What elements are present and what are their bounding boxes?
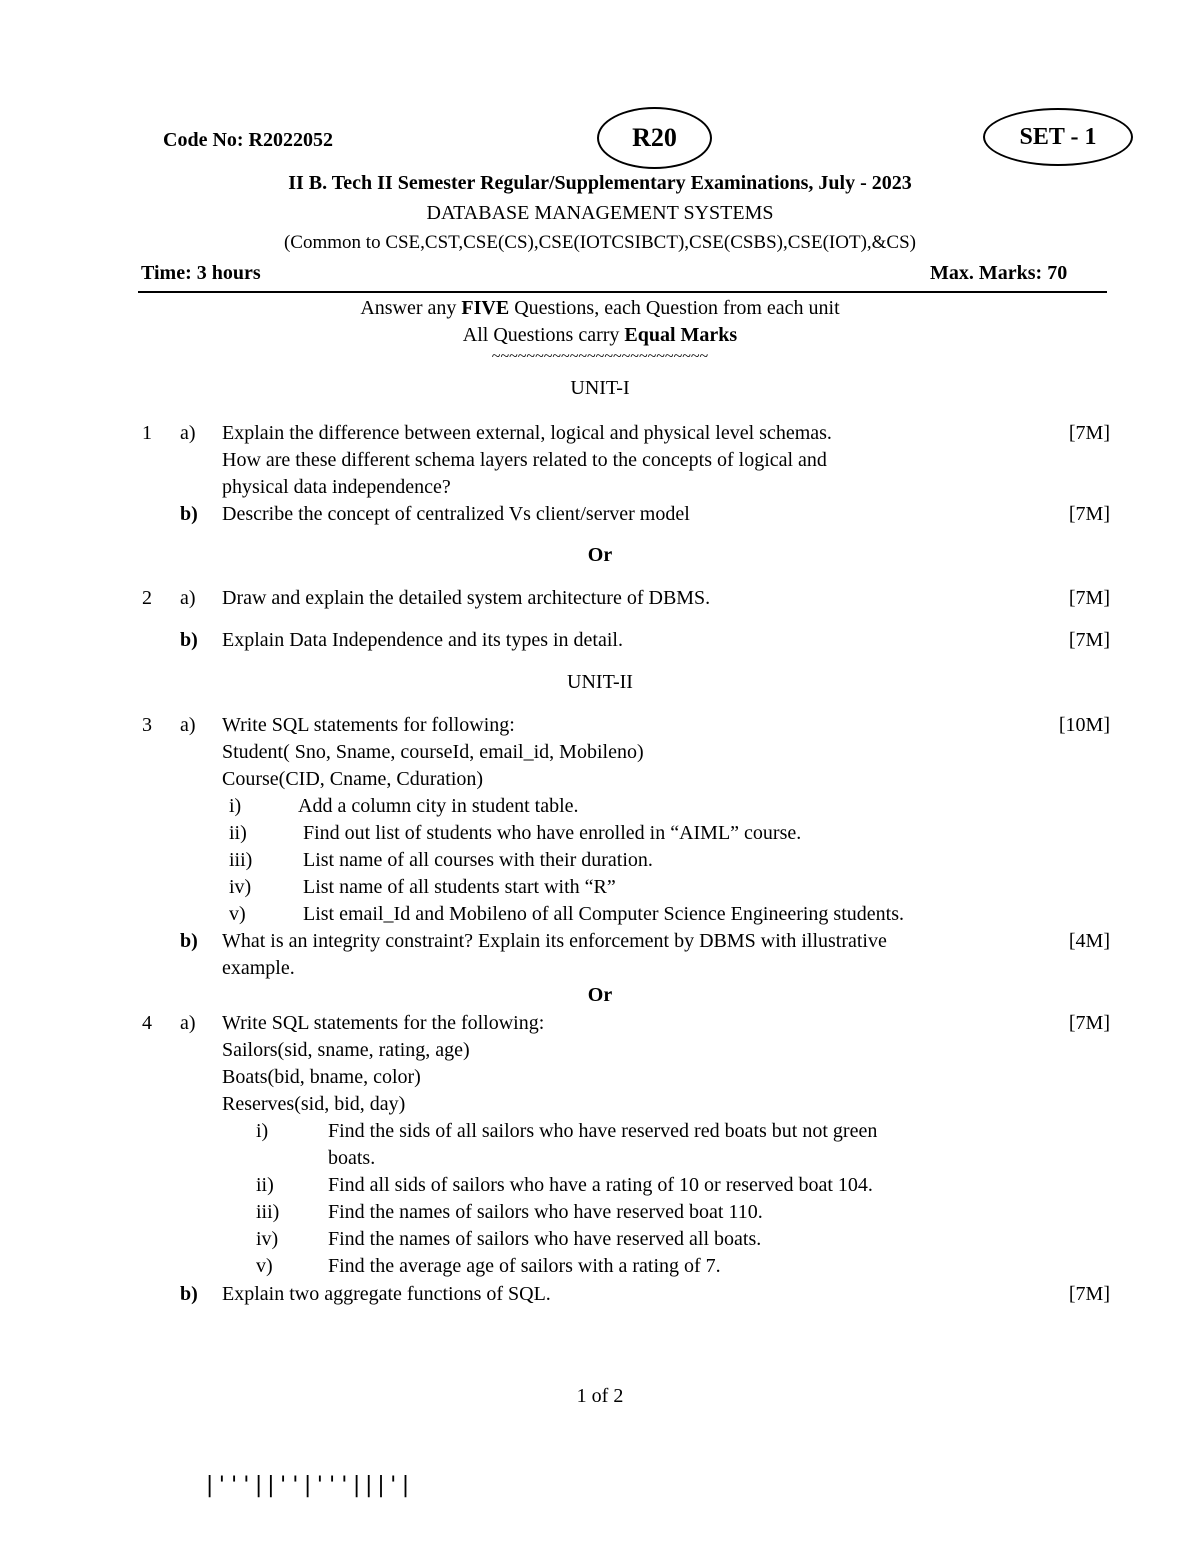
unit-heading: UNIT-I xyxy=(570,377,630,399)
sub-item-text: Add a column city in student table. xyxy=(298,795,579,817)
question-text: Explain two aggregate functions of SQL. xyxy=(222,1283,551,1305)
sub-item-text: Find out list of students who have enrolled in “AIML” course. xyxy=(303,822,802,844)
instruction-line-2 xyxy=(0,324,1200,347)
part-label: a) xyxy=(180,714,196,736)
sub-item-text: List email_Id and Mobileno of all Computer Science Engineering students. xyxy=(303,903,904,925)
sub-item-text: List name of all courses with their duration. xyxy=(303,849,653,871)
question-number: 3 xyxy=(142,714,152,736)
question-text: Describe the concept of centralized Vs client/server model xyxy=(222,503,690,525)
question-text: How are these different schema layers related to the concepts of logical and xyxy=(222,449,827,471)
instruction-text: Answer any xyxy=(360,297,462,319)
barcode: |'''||''|'''|||'| xyxy=(203,1473,412,1498)
marks: [7M] xyxy=(1068,1283,1110,1305)
sub-item-number: iii) xyxy=(229,849,253,871)
question-text: Student( Sno, Sname, courseId, email_id, Mobileno) xyxy=(222,741,644,763)
sub-item-number: v) xyxy=(256,1255,273,1277)
question-text: Explain the difference between external, logical and physical level schemas. xyxy=(222,422,832,444)
max-marks-label: Max. Marks: 70 xyxy=(930,262,1068,284)
sub-item-number: ii) xyxy=(256,1174,274,1196)
set-badge xyxy=(983,108,1133,166)
unit-heading: UNIT-II xyxy=(567,671,633,693)
sub-item-number: iv) xyxy=(256,1228,279,1250)
question-text: Boats(bid, bname, color) xyxy=(222,1066,421,1088)
sub-item-number: iii) xyxy=(256,1201,280,1223)
marks: [7M] xyxy=(1068,422,1110,444)
common-to: (Common to CSE,CST,CSE(CS),CSE(IOTCSIBCT),CSE(CSBS),CSE(IOT),&CS) xyxy=(283,232,916,253)
part-label: b) xyxy=(180,1283,198,1305)
sub-item-text: Find all sids of sailors who have a rating of 10 or reserved boat 104. xyxy=(328,1174,873,1196)
sub-item-text: Find the average age of sailors with a rating of 7. xyxy=(328,1255,721,1277)
question-text: example. xyxy=(222,957,295,979)
marks: [10M] xyxy=(1058,714,1110,736)
question-number: 2 xyxy=(142,587,152,609)
set-label: SET - 1 xyxy=(1019,123,1097,150)
instruction-line-1 xyxy=(0,297,1200,320)
marks: [7M] xyxy=(1068,629,1110,651)
sub-item-number: iv) xyxy=(229,876,252,898)
instruction-emphasis: FIVE xyxy=(461,297,510,319)
sub-item-number: i) xyxy=(229,795,242,817)
question-number: 1 xyxy=(142,422,152,444)
sub-item-number: v) xyxy=(229,903,246,925)
sub-item-text: Find the names of sailors who have reserved all boats. xyxy=(328,1228,762,1250)
part-label: b) xyxy=(180,930,198,952)
marks: [7M] xyxy=(1068,587,1110,609)
sub-item-text: Find the names of sailors who have reserved boat 110. xyxy=(328,1201,763,1223)
part-label: a) xyxy=(180,587,196,609)
or-separator: Or xyxy=(587,984,613,1006)
instruction-emphasis: Equal Marks xyxy=(624,324,738,346)
question-text: Write SQL statements for the following: xyxy=(222,1012,545,1034)
question-text: What is an integrity constraint? Explain its enforcement by DBMS with illustrative xyxy=(222,930,887,952)
exam-title: II B. Tech II Semester Regular/Supplementary Examinations, July - 2023 xyxy=(288,172,912,194)
part-label: b) xyxy=(180,503,198,525)
question-text: Explain Data Independence and its types in detail. xyxy=(222,629,623,651)
page-number: 1 of 2 xyxy=(576,1385,624,1407)
question-text: Course(CID, Cname, Cduration) xyxy=(222,768,484,790)
header-rule xyxy=(138,291,1107,293)
sub-item-number: i) xyxy=(256,1120,269,1142)
regulation-label: R20 xyxy=(632,123,677,152)
marks: [4M] xyxy=(1068,930,1110,952)
part-label: a) xyxy=(180,422,196,444)
tilde-divider: ~~~~~~~~~~~~~~~~~~~~~~~~~ xyxy=(491,348,709,365)
code-number: Code No: R2022052 xyxy=(163,129,333,151)
marks: [7M] xyxy=(1068,503,1110,525)
marks: [7M] xyxy=(1068,1012,1110,1034)
or-separator: Or xyxy=(587,544,613,566)
question-text: Reserves(sid, bid, day) xyxy=(222,1093,406,1115)
instruction-text: Questions, each Question from each unit xyxy=(509,297,840,319)
sub-item-number: ii) xyxy=(229,822,247,844)
question-number: 4 xyxy=(142,1012,152,1034)
part-label: b) xyxy=(180,629,198,651)
question-text: Draw and explain the detailed system architecture of DBMS. xyxy=(222,587,711,609)
part-label: a) xyxy=(180,1012,196,1034)
question-text: Write SQL statements for following: xyxy=(222,714,515,736)
sub-item-text: List name of all students start with “R” xyxy=(303,876,616,898)
instruction-text: All Questions carry xyxy=(462,324,625,346)
subject-title: DATABASE MANAGEMENT SYSTEMS xyxy=(426,202,774,224)
regulation-badge xyxy=(597,107,712,169)
question-text: physical data independence? xyxy=(222,476,451,498)
sub-item-text: boats. xyxy=(328,1147,376,1169)
time-label: Time: 3 hours xyxy=(141,262,261,284)
sub-item-text: Find the sids of all sailors who have reserved red boats but not green xyxy=(328,1120,878,1142)
question-text: Sailors(sid, sname, rating, age) xyxy=(222,1039,470,1061)
